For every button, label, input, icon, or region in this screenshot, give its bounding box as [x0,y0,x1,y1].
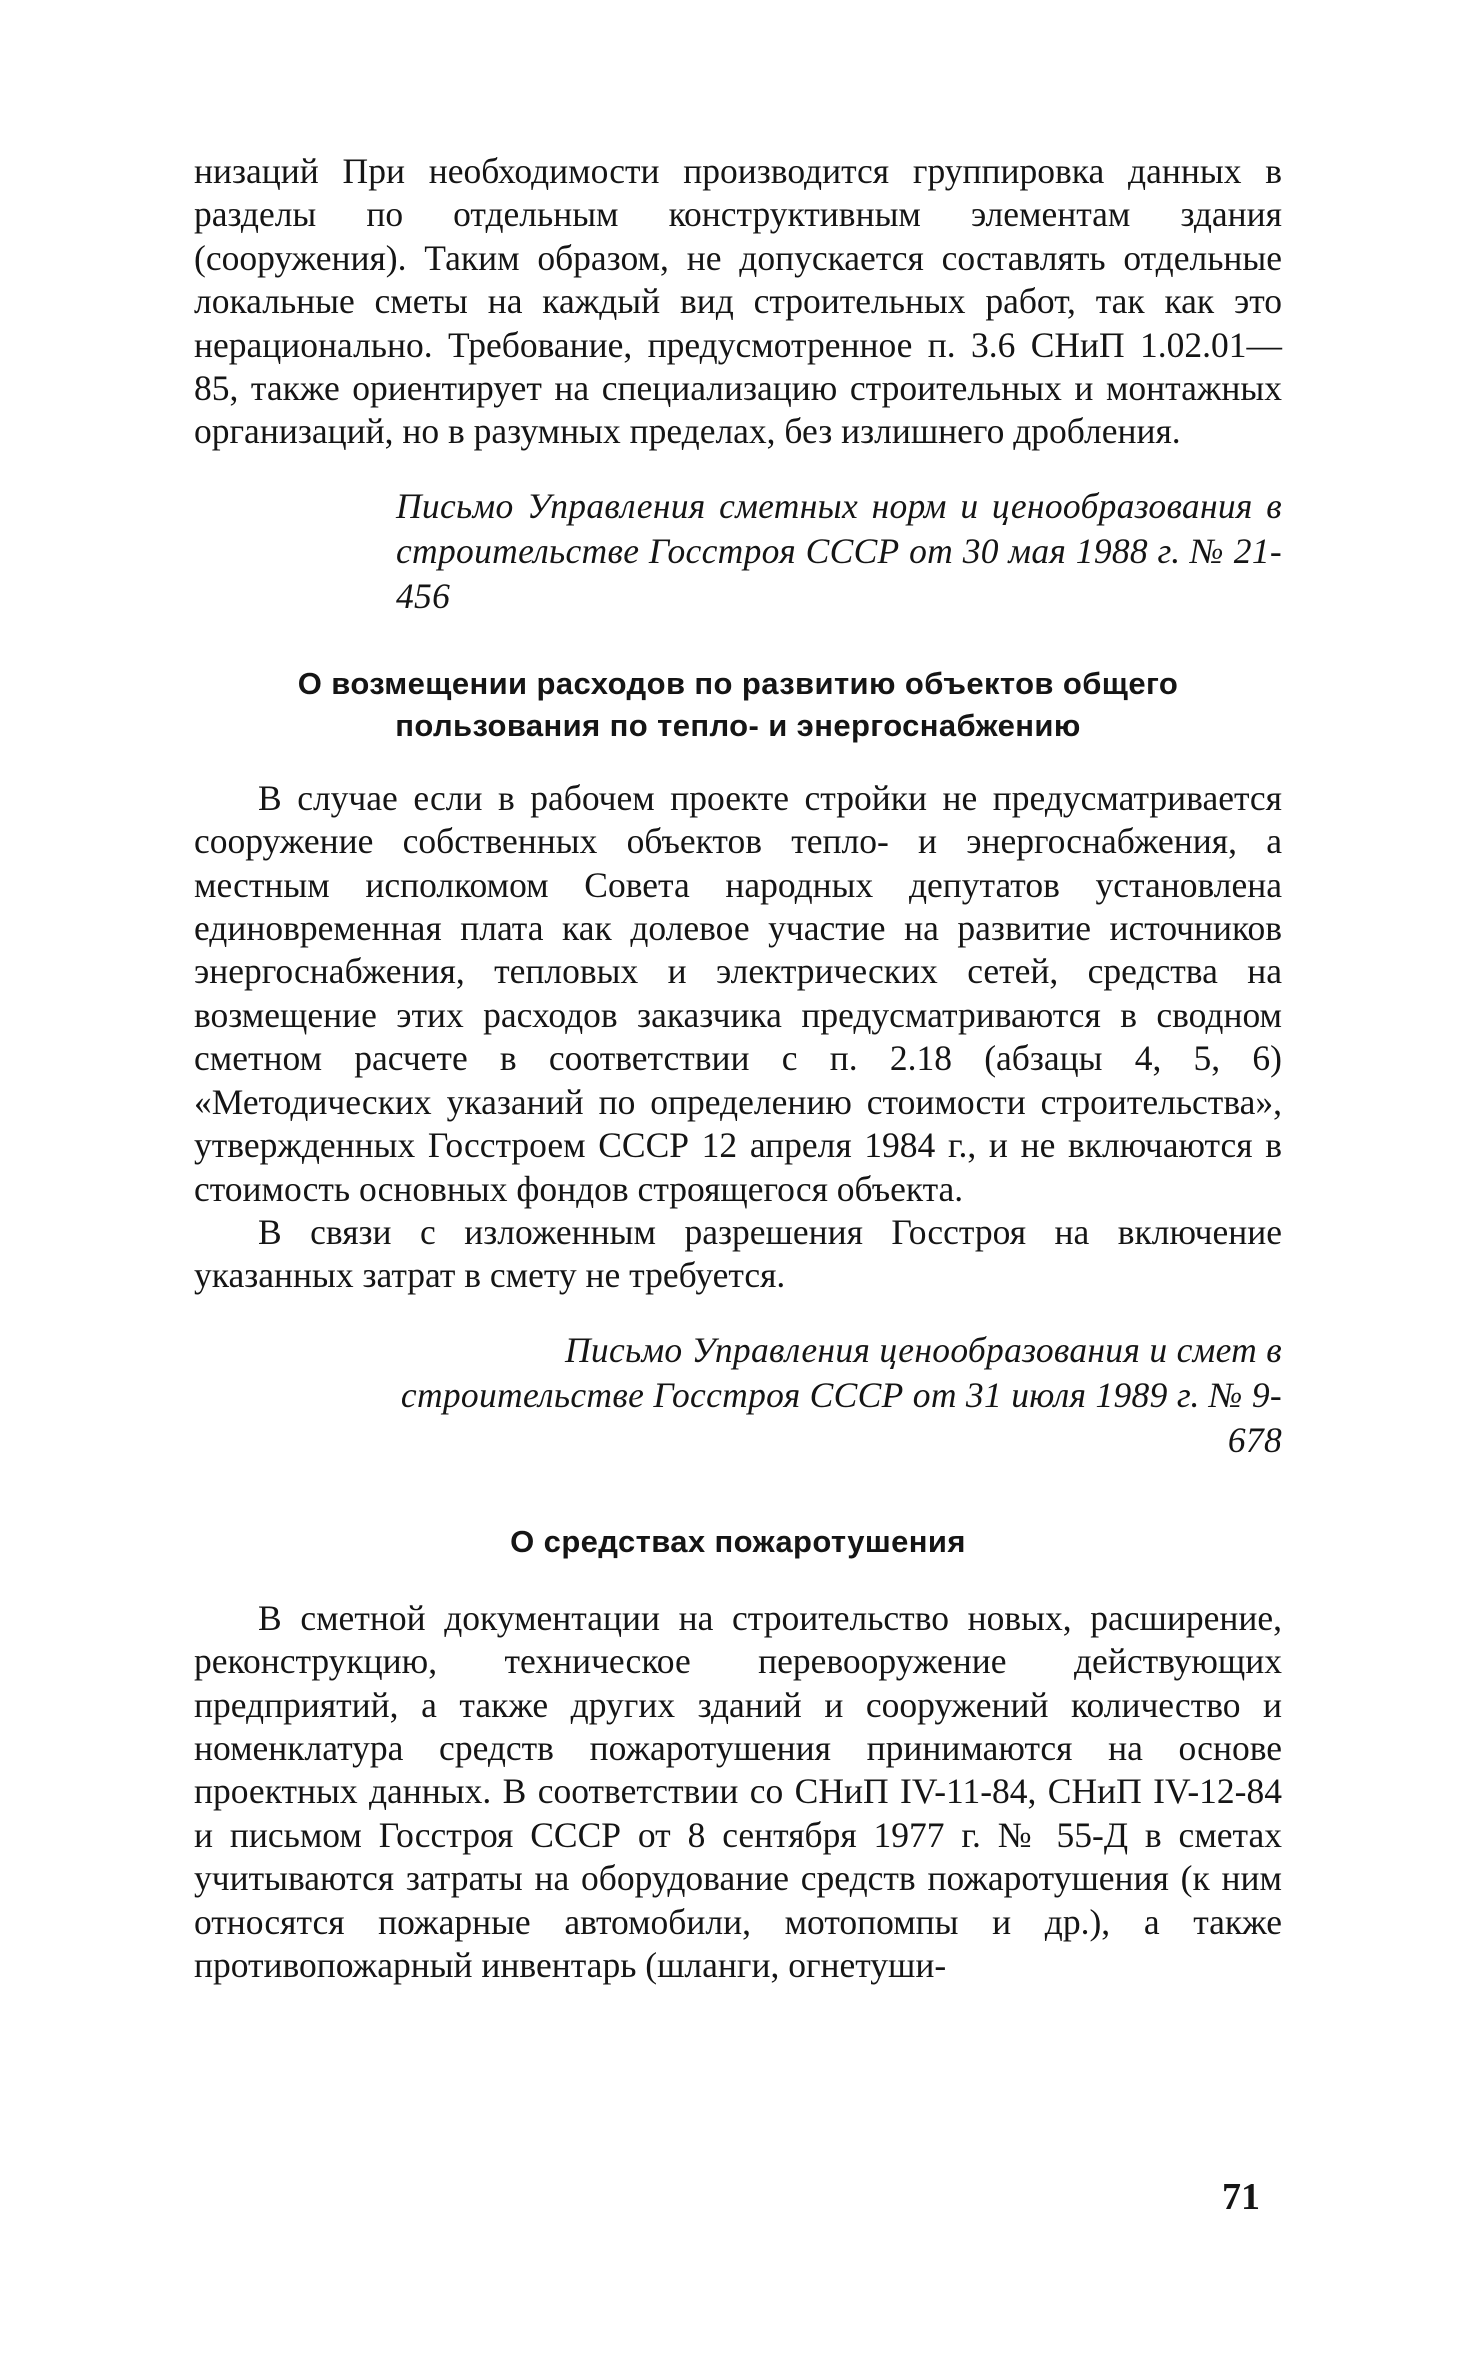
letter-reference-2: Письмо Управления ценообразования и смет в строительстве Госстроя СССР от 31 июля 1989 г. № 9-678 [400,1329,1282,1460]
section-heading-fire-extinguishing: О средствах пожаротушения [510,1523,966,1559]
page-content [194,150,1282,1987]
letter-reference-1: Письмо Управления сметных норм и ценообразования в строительстве Госстроя СССР от 30 мая 1988 г. № 21-456 [396,485,1282,616]
compensation-paragraph-2: В связи с изложенным разрешения Госстроя на включение указанных затрат в смету не требуется. [194,1211,1282,1296]
section-heading-compensation: О возмещении расходов по развитию объектов общего пользования по тепло- и энергоснабжению [297,665,1179,743]
compensation-paragraph-1: В случае если в рабочем проекте стройки не предусматривается сооружение собственных объектов тепло- и энергоснабжения, а местным исполкомом Совета народных депутатов установлена единовременная плата как долевое участие на развитие источников энергоснабжения, тепловых и электрических сетей, средства на возмещение этих расходов заказчика предусматриваются в сводном сметном расчете в соответствии с п. 2.18 (абзацы 4, 5, 6) «Методических указаний по определению стоимости строительства», утвержденных Госстроем СССР 12 апреля 1984 г., и не включаются в стоимость основных фондов строящегося объекта. [194,777,1282,1209]
fire-extinguishing-paragraph: В сметной документации на строительство новых, расширение, реконструкцию, техническое перевооружение действующих предприятий, а также других зданий и сооружений количество и номенклатура средств пожаротушения принимаются на основе проектных данных. В соответствии со СНиП IV-11-84, СНиП IV-12-84 и письмом Госстроя СССР от 8 сентября 1977 г. № 55-Д в сметах учитываются затраты на оборудование средств пожаротушения (к ним относятся пожарные автомобили, мотопомпы и др.), а также противопожарный инвентарь (шланги, огнетуши- [194,1597,1282,1985]
continued-paragraph: низаций При необходимости производится группировка данных в разделы по отдельным конструктивным элементам здания (сооружения). Таким образом, не допускается составлять отдельные локальные сметы на каждый вид строительных работ, так как это нерационально. Требование, предусмотренное п. 3.6 СНиП 1.02.01—85, также ориентирует на специализацию строительных и монтажных организаций, но в разумных пределах, без излишнего дробления. [194,151,1282,452]
page-number: 71 [1222,2176,1260,2218]
